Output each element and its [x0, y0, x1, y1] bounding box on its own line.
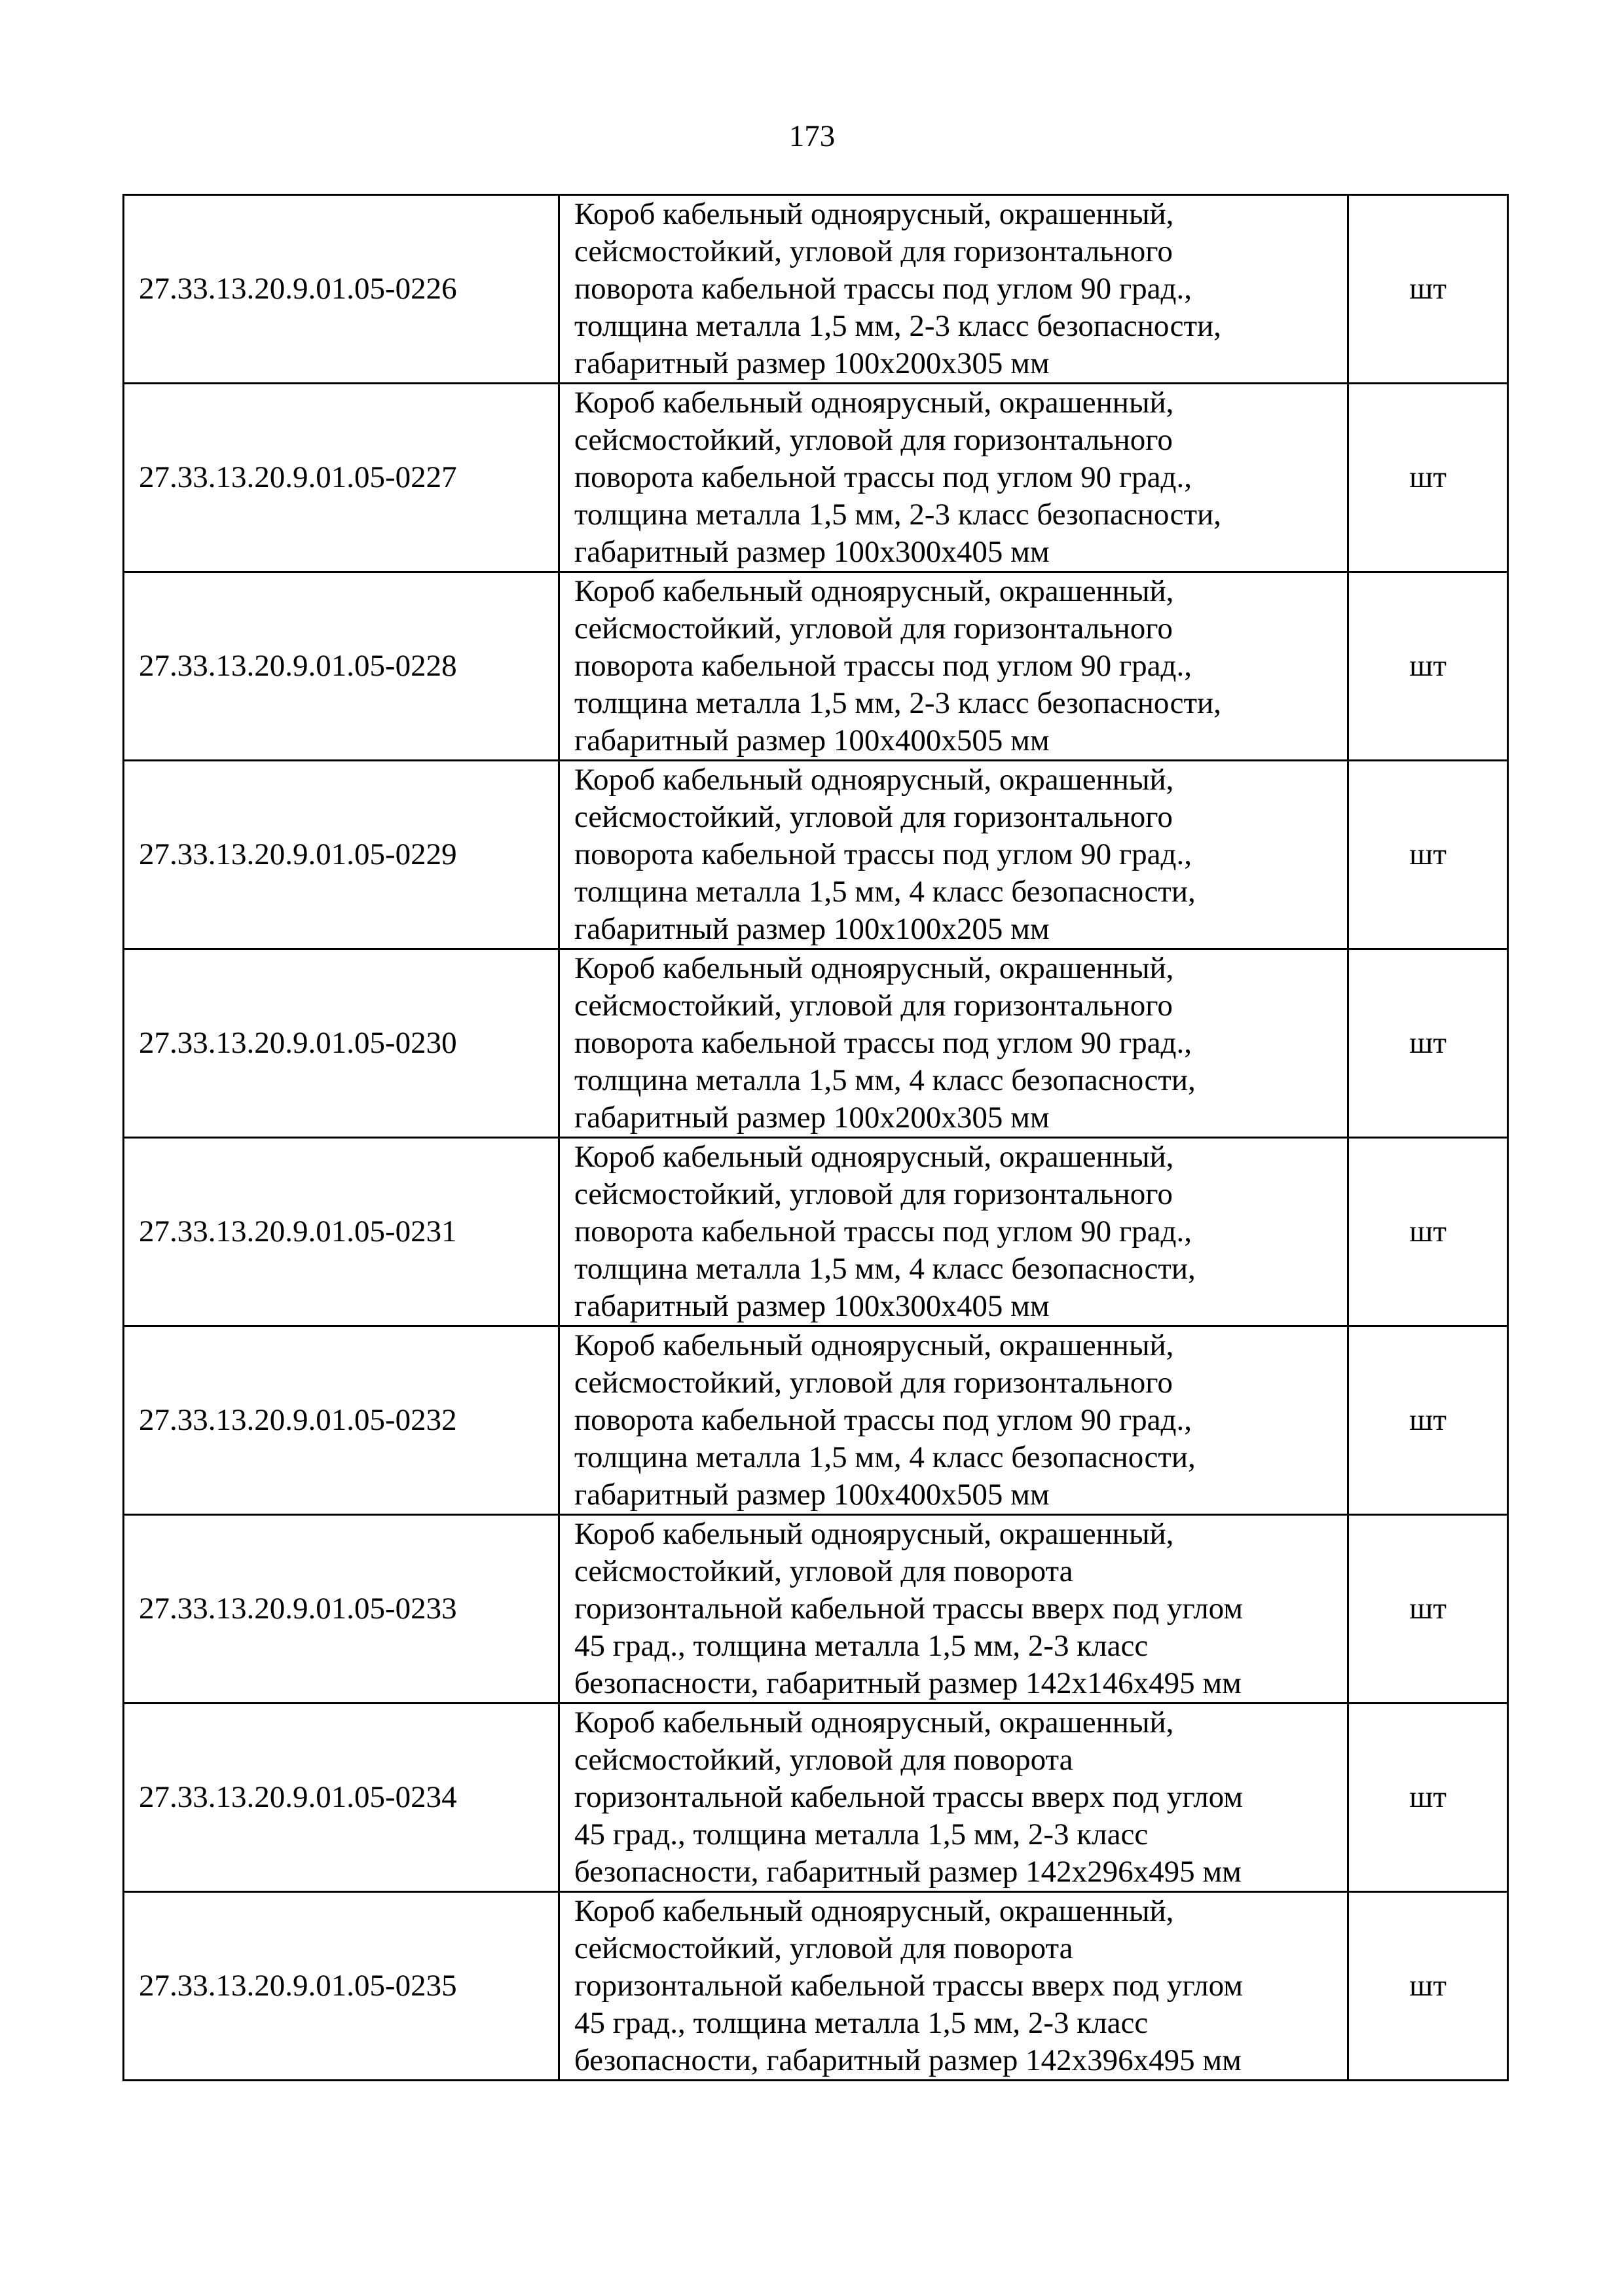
unit-cell: шт [1348, 1892, 1508, 2081]
unit-cell: шт [1348, 949, 1508, 1138]
resource-code-cell: 27.33.13.20.9.01.05-0231 [124, 1138, 559, 1326]
description-line: 45 град., толщина металла 1,5 мм, 2-3 класс [574, 2006, 1149, 2040]
unit-cell: шт [1348, 761, 1508, 949]
description-line: габаритный размер 100х300х405 мм [574, 1289, 1050, 1323]
page-number: 173 [788, 119, 836, 153]
description-line: безопасности, габаритный размер 142х296х495 мм [574, 1855, 1242, 1889]
description-line: толщина металла 1,5 мм, 2-3 класс безопасности, [574, 309, 1221, 343]
description-line: Короб кабельный одноярусный, окрашенный, [574, 1517, 1174, 1551]
description-line: безопасности, габаритный размер 142х146х495 мм [574, 1666, 1242, 1700]
unit-cell: шт [1348, 384, 1508, 572]
description-line: сейсмостойкий, угловой для горизонтального [574, 1366, 1173, 1400]
description-line: сейсмостойкий, угловой для горизонтального [574, 234, 1173, 268]
table-row [124, 1515, 1508, 1704]
description-line: горизонтальной кабельной трассы вверх под углом [574, 1969, 1244, 2003]
resource-table [122, 194, 1509, 2081]
table-row [124, 572, 1508, 761]
resource-code-cell: 27.33.13.20.9.01.05-0227 [124, 384, 559, 572]
resource-description-cell [559, 761, 1348, 949]
resource-code-cell: 27.33.13.20.9.01.05-0226 [124, 195, 559, 384]
description-line: горизонтальной кабельной трассы вверх под углом [574, 1780, 1244, 1814]
description-line: сейсмостойкий, угловой для горизонтального [574, 800, 1173, 834]
description-line: Короб кабельный одноярусный, окрашенный, [574, 1328, 1174, 1362]
resource-description-cell [559, 572, 1348, 761]
description-line: сейсмостойкий, угловой для поворота [574, 1931, 1073, 1965]
description-line: толщина металла 1,5 мм, 4 класс безопасности, [574, 875, 1196, 909]
description-line: толщина металла 1,5 мм, 2-3 класс безопасности, [574, 686, 1221, 720]
table-row [124, 761, 1508, 949]
description-line: Короб кабельный одноярусный, окрашенный, [574, 763, 1174, 797]
resource-description-cell [559, 1892, 1348, 2081]
description-line: Короб кабельный одноярусный, окрашенный, [574, 1140, 1174, 1174]
description-line: поворота кабельной трассы под углом 90 град., [574, 649, 1192, 683]
description-line: поворота кабельной трассы под углом 90 град., [574, 272, 1192, 306]
description-line: толщина металла 1,5 мм, 4 класс безопасности, [574, 1063, 1196, 1097]
description-line: габаритный размер 100х100х205 мм [574, 912, 1050, 946]
description-line: сейсмостойкий, угловой для горизонтального [574, 611, 1173, 646]
description-line: поворота кабельной трассы под углом 90 град., [574, 1403, 1192, 1437]
resource-code-cell: 27.33.13.20.9.01.05-0233 [124, 1515, 559, 1704]
description-line: Короб кабельный одноярусный, окрашенный, [574, 1705, 1174, 1740]
description-line: 45 град., толщина металла 1,5 мм, 2-3 класс [574, 1817, 1149, 1851]
resource-code-cell: 27.33.13.20.9.01.05-0232 [124, 1326, 559, 1515]
description-line: горизонтальной кабельной трассы вверх под углом [574, 1592, 1244, 1626]
unit-cell: шт [1348, 195, 1508, 384]
resource-description-cell [559, 384, 1348, 572]
description-line: Короб кабельный одноярусный, окрашенный, [574, 574, 1174, 608]
description-line: габаритный размер 100х300х405 мм [574, 535, 1050, 569]
resource-code-cell: 27.33.13.20.9.01.05-0234 [124, 1704, 559, 1892]
description-line: поворота кабельной трассы под углом 90 град., [574, 1026, 1192, 1060]
table-row [124, 1138, 1508, 1326]
resource-description-cell [559, 1515, 1348, 1704]
description-line: сейсмостойкий, угловой для поворота [574, 1743, 1073, 1777]
description-line: толщина металла 1,5 мм, 4 класс безопасности, [574, 1440, 1196, 1474]
resource-description-cell [559, 949, 1348, 1138]
description-line: сейсмостойкий, угловой для поворота [574, 1554, 1073, 1588]
description-line: поворота кабельной трассы под углом 90 град., [574, 460, 1192, 494]
table-row [124, 195, 1508, 384]
table-row [124, 1892, 1508, 2081]
table-body [124, 195, 1508, 2081]
unit-cell: шт [1348, 1326, 1508, 1515]
table-row [124, 384, 1508, 572]
description-line: толщина металла 1,5 мм, 4 класс безопасности, [574, 1252, 1196, 1286]
description-line: толщина металла 1,5 мм, 2-3 класс безопасности, [574, 498, 1221, 532]
resource-description-cell [559, 1326, 1348, 1515]
description-line: сейсмостойкий, угловой для горизонтального [574, 423, 1173, 457]
description-line: безопасности, габаритный размер 142х396х495 мм [574, 2043, 1242, 2077]
description-line: поворота кабельной трассы под углом 90 град., [574, 837, 1192, 871]
description-line: Короб кабельный одноярусный, окрашенный, [574, 951, 1174, 985]
description-line: Короб кабельный одноярусный, окрашенный, [574, 197, 1174, 231]
description-line: сейсмостойкий, угловой для горизонтального [574, 989, 1173, 1023]
description-line: сейсмостойкий, угловой для горизонтального [574, 1177, 1173, 1211]
resource-code-cell: 27.33.13.20.9.01.05-0230 [124, 949, 559, 1138]
table-row [124, 1326, 1508, 1515]
resource-description-cell [559, 1138, 1348, 1326]
description-line: 45 град., толщина металла 1,5 мм, 2-3 класс [574, 1629, 1149, 1663]
resource-code-cell: 27.33.13.20.9.01.05-0235 [124, 1892, 559, 2081]
description-line: поворота кабельной трассы под углом 90 град., [574, 1214, 1192, 1248]
description-line: габаритный размер 100х200х305 мм [574, 1101, 1050, 1135]
table-row [124, 949, 1508, 1138]
unit-cell: шт [1348, 572, 1508, 761]
resource-code-cell: 27.33.13.20.9.01.05-0229 [124, 761, 559, 949]
description-line: габаритный размер 100х200х305 мм [574, 346, 1050, 380]
unit-cell: шт [1348, 1704, 1508, 1892]
resource-code-cell: 27.33.13.20.9.01.05-0228 [124, 572, 559, 761]
description-line: габаритный размер 100х400х505 мм [574, 723, 1050, 757]
resource-description-cell [559, 1704, 1348, 1892]
unit-cell: шт [1348, 1515, 1508, 1704]
unit-cell: шт [1348, 1138, 1508, 1326]
table-row [124, 1704, 1508, 1892]
description-line: Короб кабельный одноярусный, окрашенный, [574, 386, 1174, 420]
description-line: габаритный размер 100х400х505 мм [574, 1478, 1050, 1512]
resource-description-cell [559, 195, 1348, 384]
description-line: Короб кабельный одноярусный, окрашенный, [574, 1894, 1174, 1928]
